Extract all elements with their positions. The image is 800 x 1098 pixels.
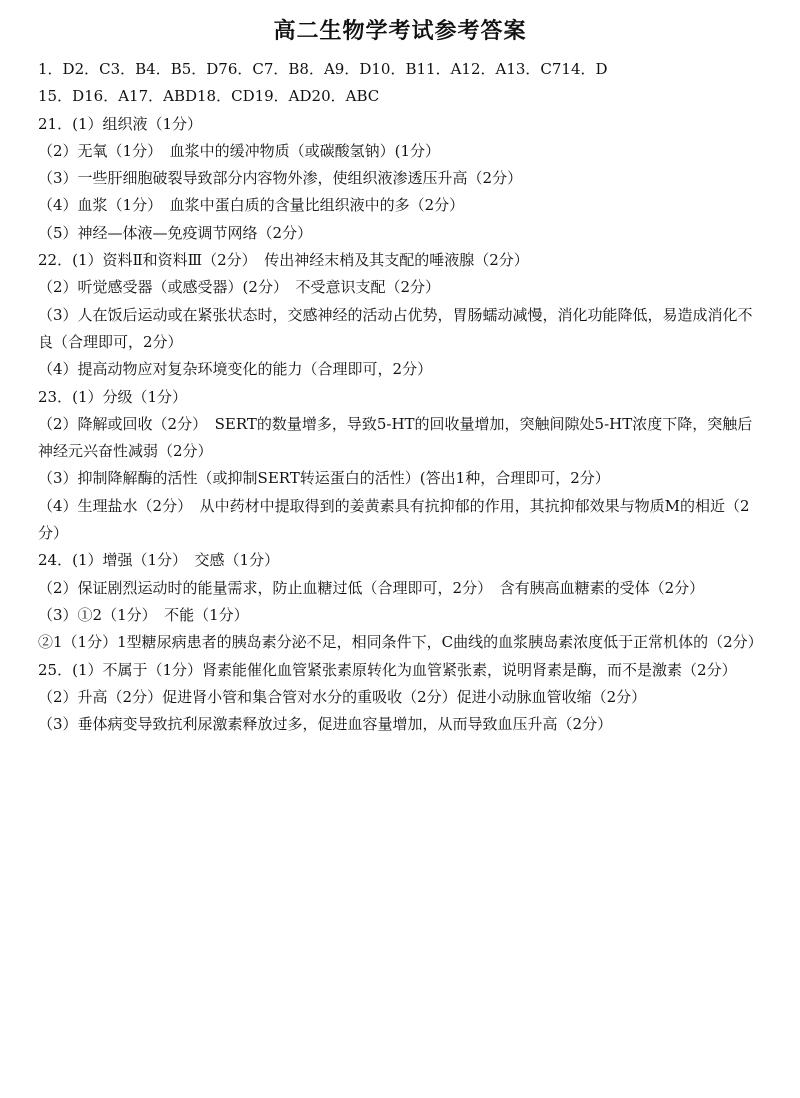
answer-line: 22．(1）资料Ⅱ和资料Ⅲ（2分） 传出神经末梢及其支配的唾液腺（2分） <box>38 251 529 270</box>
answer-line: 1．D2．C3．B4．B5．D76．C7．B8．A9．D10．B11．A12．A13．C714．D <box>38 60 608 78</box>
answer-line: （3）①2（1分） 不能（1分） <box>38 605 249 624</box>
answer-line: （2）升高（2分）促进肾小管和集合管对水分的重吸收（2分）促进小动脉血管收缩（2分） <box>38 687 647 706</box>
answer-line: （5）神经—体液—免疫调节网络（2分） <box>38 223 313 242</box>
answer-line: 25．(1）不属于（1分）肾素能催化血管紧张素原转化为血管紧张素，说明肾素是酶，而不是激素（2分） <box>38 660 737 679</box>
answer-content <box>38 56 763 738</box>
answer-line: （4）血浆（1分） 血浆中蛋白质的含量比组织液中的多（2分） <box>38 196 465 215</box>
answer-line: 21．(1）组织液（1分） <box>38 114 203 133</box>
answer-line: ②1（1分）1型糖尿病患者的胰岛素分泌不足，相同条件下，C曲线的血浆胰岛素浓度低于正常机体的（2分） <box>38 633 763 652</box>
answer-line: （4）生理盐水（2分） 从中药材中提取得到的姜黄素具有抗抑郁的作用，其抗抑郁效果与物质M的相近（2分） <box>38 496 750 543</box>
answer-line: （3）人在饭后运动或在紧张状态时，交感神经的活动占优势，胃肠蠕动减慢，消化功能降低，易造成消化不良（合理即可，2分） <box>38 305 753 351</box>
answer-line: （3）一些肝细胞破裂导致部分内容物外渗，使组织液渗透压升高（2分） <box>38 169 523 188</box>
answer-line: （2）无氧（1分） 血浆中的缓冲物质（或碳酸氢钠）(1分） <box>38 141 440 160</box>
answer-line: （2）听觉感受器（或感受器）(2分） 不受意识支配（2分） <box>38 278 440 297</box>
answer-line: （2）保证剧烈运动时的能量需求，防止血糖过低（合理即可，2分） 含有胰高血糖素的受体（2分） <box>38 578 705 597</box>
answer-line: （3）抑制降解酶的活性（或抑制SERT转运蛋白的活性）(答出1种，合理即可，2分） <box>38 469 610 488</box>
answer-line: 24．(1）增强（1分） 交感（1分） <box>38 551 280 570</box>
answer-line: 15．D16．A17．ABD18．CD19．AD20．ABC <box>38 87 380 106</box>
answer-line: （4）提高动物应对复杂环境变化的能力（合理即可，2分） <box>38 360 433 379</box>
page-title: 高二生物学考试参考答案 <box>273 18 527 44</box>
answer-line: （3）垂体病变导致抗利尿激素释放过多，促进血容量增加，从而导致血压升高（2分） <box>38 715 613 734</box>
answer-line: 23．(1）分级（1分） <box>38 387 188 406</box>
answer-line: （2）降解或回收（2分） SERT的数量增多，导致5-HT的回收量增加，突触间隙处5-HT浓度下降，突触后神经元兴奋性减弱（2分） <box>38 414 753 461</box>
